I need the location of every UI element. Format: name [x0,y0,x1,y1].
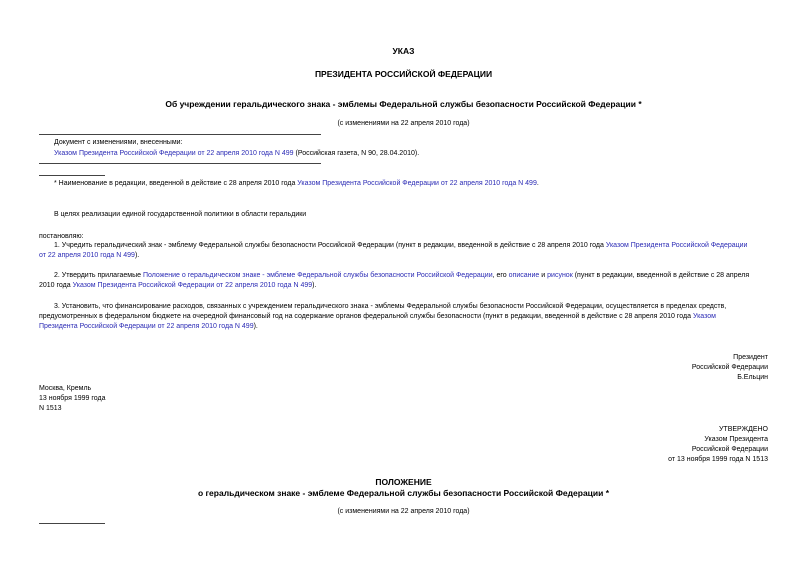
amending-decree-link[interactable]: Указом Президента Российской Федерации от 22 апреля 2010 года N 499 [54,150,294,157]
paragraph-1-text: 1. Учредить геральдический знак - эмблему Федеральной службы безопасности Российской Федерации (пункт в редакции, введенной в действие с 28 апреля 2010 года [54,242,604,249]
paragraph-3-text: предусмотренных в федеральном бюджете на очередной финансовый год на содержание органов федеральной службы безопасности (пункт в редакции, введенной в действие с 28 апреля 2010 года [39,313,691,320]
decree-title: УКАЗ [392,46,415,56]
regulation-title: ПОЛОЖЕНИЕ [375,477,432,487]
paragraph-3-line-3 [39,323,258,330]
preamble: В целях реализации единой государственной политики в области геральдики [54,211,307,218]
paragraph-1-end: ). [134,252,140,259]
paragraph-3-line-1: 3. Установить, что финансирование расходов, связанных с учреждением геральдического знака - эмблемы Федеральной службы безопасности Российской Федерации, осуществляется в пределах средств, [54,303,727,310]
paragraph-2-decree-link[interactable]: Указом Президента Российской Федерации от 22 апреля 2010 года N 499 [72,282,313,289]
description-link[interactable]: описание [508,272,540,279]
paragraph-3-decree-link[interactable]: Указом [692,313,716,320]
paragraph-2-line-2 [39,282,316,289]
place: Москва, Кремль [39,385,92,392]
divider [39,163,321,164]
footnote-divider [39,523,105,524]
signature-name: Б.Ельцин [737,374,768,381]
doc-changes-label: Документ с изменениями, внесенными: [54,139,183,146]
approved-stamp: УТВЕРЖДЕНО [718,426,768,433]
regulation-amendments-note: (с изменениями на 22 апреля 2010 года) [337,508,470,515]
regulation-link[interactable]: Положение о геральдическом знаке - эмблеме Федеральной службы безопасности Российской Федерации [142,272,493,279]
amendments-note: (с изменениями на 22 апреля 2010 года) [337,120,470,127]
approved-by: Указом Президента [704,436,768,443]
decree-number: N 1513 [39,405,62,412]
regulation-subject: о геральдическом знаке - эмблеме Федеральной службы безопасности Российской Федерации * [197,488,610,498]
footnote-text: * Наименование в редакции, введенной в действие с 28 апреля 2010 года [54,180,296,187]
doc-changes-line [54,150,419,157]
paragraph-3-decree-link-cont[interactable]: Президента Российской Федерации от 22 апреля 2010 года N 499 [39,323,254,330]
approved-by-2: Российской Федерации [691,446,768,453]
paragraph-1-line-2 [39,252,139,259]
signature-title: Президент [733,354,768,361]
footnote-decree-link[interactable]: Указом Президента Российской Федерации от 22 апреля 2010 года N 499 [297,180,537,187]
paragraph-2-end: ). [312,282,317,289]
paragraph-2-text: , его [492,272,507,279]
footnote [54,180,539,187]
paragraph-2-text: 2. Утвердить прилагаемые [54,272,141,279]
paragraph-2-line-1 [54,272,749,279]
paragraph-3-line-2 [39,313,716,320]
approved-date: от 13 ноября 1999 года N 1513 [668,456,768,463]
paragraph-2-text: (пункт в редакции, введенной в действие с 28 апреля [574,272,750,279]
date: 13 ноября 1999 года [39,395,106,402]
paragraph-2-text: и [541,272,546,279]
resolve-word: постановляю: [39,233,84,240]
footnote-end: . [536,180,539,187]
doc-changes-source: (Российская газета, N 90, 28.04.2010). [295,150,420,157]
decree-subject: Об учреждении геральдического знака - эмблемы Федеральной службы безопасности Российской Федерации * [165,99,642,109]
paragraph-1-line-1 [54,242,747,249]
signature-title-2: Российской Федерации [691,364,768,371]
paragraph-2-text: 2010 года [39,282,71,289]
paragraph-3-end: ). [253,323,258,330]
picture-link[interactable]: рисунок [547,272,573,279]
divider [39,134,321,135]
paragraph-1-decree-link[interactable]: Указом Президента Российской Федерации [605,242,748,249]
footnote-divider [39,175,105,176]
paragraph-1-decree-link-cont[interactable]: от 22 апреля 2010 года N 499 [39,252,135,259]
decree-issuer: ПРЕЗИДЕНТА РОССИЙСКОЙ ФЕДЕРАЦИИ [314,69,493,79]
